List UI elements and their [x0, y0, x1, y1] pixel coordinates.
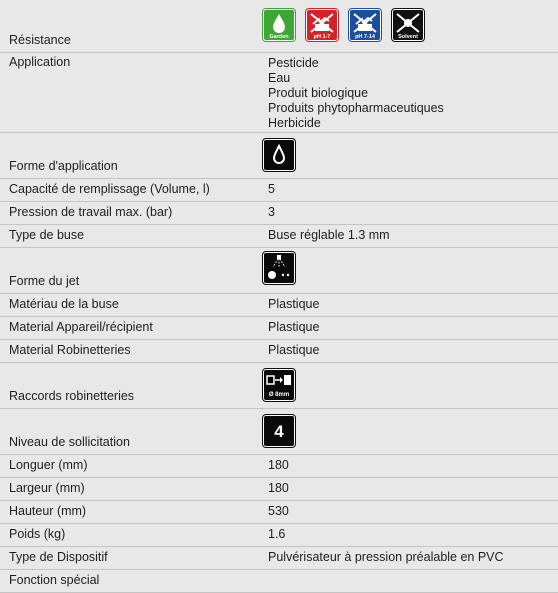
application-value: Herbicide [268, 116, 321, 130]
spec-label: Material Appareil/récipient [9, 320, 153, 334]
spec-row-application-form [0, 133, 558, 179]
spec-row-fitting-connections [0, 363, 558, 409]
garden-resistance-icon [263, 9, 295, 41]
spec-label: Résistance [9, 33, 71, 47]
spec-value: Pulvérisateur à pression préalable en PVC [268, 550, 504, 564]
spec-row-nozzle-material [0, 294, 558, 317]
spec-label: Material Robinetteries [9, 343, 131, 357]
spec-label: Pression de travail max. (bar) [9, 205, 173, 219]
spray-pattern-icon [263, 252, 295, 284]
spec-value: 530 [268, 504, 289, 518]
application-value: Eau [268, 71, 291, 85]
spec-label: Raccords robinetteries [9, 389, 135, 403]
application-values [268, 56, 444, 131]
spec-value: Plastique [268, 343, 320, 357]
spec-label: Forme d'application [9, 159, 118, 173]
spec-label: Hauteur (mm) [9, 504, 87, 518]
application-value: Produits phytopharmaceutiques [268, 101, 444, 115]
spec-value: 180 [268, 481, 289, 495]
spec-row-capacity [0, 179, 558, 202]
spec-label: Application [9, 55, 71, 69]
spec-value: 1.6 [268, 527, 286, 541]
spec-row-fittings-material [0, 340, 558, 363]
spec-row-weight [0, 524, 558, 547]
load-level-icon [263, 415, 295, 447]
spec-row-pressure [0, 202, 558, 225]
svg-text:pH 1-7: pH 1-7 [313, 34, 331, 40]
spec-row-resistance [0, 0, 558, 53]
hose-connection-icon [263, 369, 295, 401]
spec-label: Longuer (mm) [9, 458, 88, 472]
application-value: Pesticide [268, 56, 319, 70]
spec-row-length [0, 455, 558, 478]
spec-label: Largeur (mm) [9, 481, 85, 495]
spec-row-width [0, 478, 558, 501]
spec-row-application [0, 53, 558, 133]
spec-row-load-level [0, 409, 558, 455]
application-value: Produit biologique [268, 86, 369, 100]
acid-resistance-icon [306, 9, 338, 41]
spec-row-device-type [0, 547, 558, 570]
spec-value: Plastique [268, 320, 320, 334]
spec-row-height [0, 501, 558, 524]
spec-label: Niveau de sollicitation [9, 435, 130, 449]
spec-value: 3 [268, 205, 275, 219]
spec-label: Matériau de la buse [9, 297, 119, 311]
solvent-resistance-icon [392, 9, 424, 41]
spec-row-nozzle-type [0, 225, 558, 248]
spec-label: Type de Dispositif [9, 550, 108, 564]
spec-value: 5 [268, 182, 275, 196]
spec-label: Type de buse [9, 228, 85, 242]
spec-value: 180 [268, 458, 289, 472]
spec-label: Poids (kg) [9, 527, 66, 541]
spec-row-jet-form [0, 248, 558, 294]
svg-text:pH 7-14: pH 7-14 [355, 34, 375, 40]
spec-row-device-material [0, 317, 558, 340]
spec-label: Capacité de remplissage (Volume, l) [9, 182, 210, 196]
spec-value: Plastique [268, 297, 320, 311]
resistance-icons [263, 9, 424, 41]
alkaline-resistance-icon [349, 9, 381, 41]
spec-value: Buse réglable 1.3 mm [268, 228, 390, 242]
spec-label: Forme du jet [9, 274, 80, 288]
svg-text:Ø 8mm: Ø 8mm [268, 392, 290, 398]
liquid-drop-icon [263, 139, 295, 171]
spec-label: Fonction spécial [9, 573, 100, 587]
svg-text:Garden: Garden [269, 34, 289, 40]
svg-text:Solvent: Solvent [398, 34, 418, 40]
spec-row-special-function [0, 570, 558, 593]
svg-text:4: 4 [274, 422, 284, 441]
